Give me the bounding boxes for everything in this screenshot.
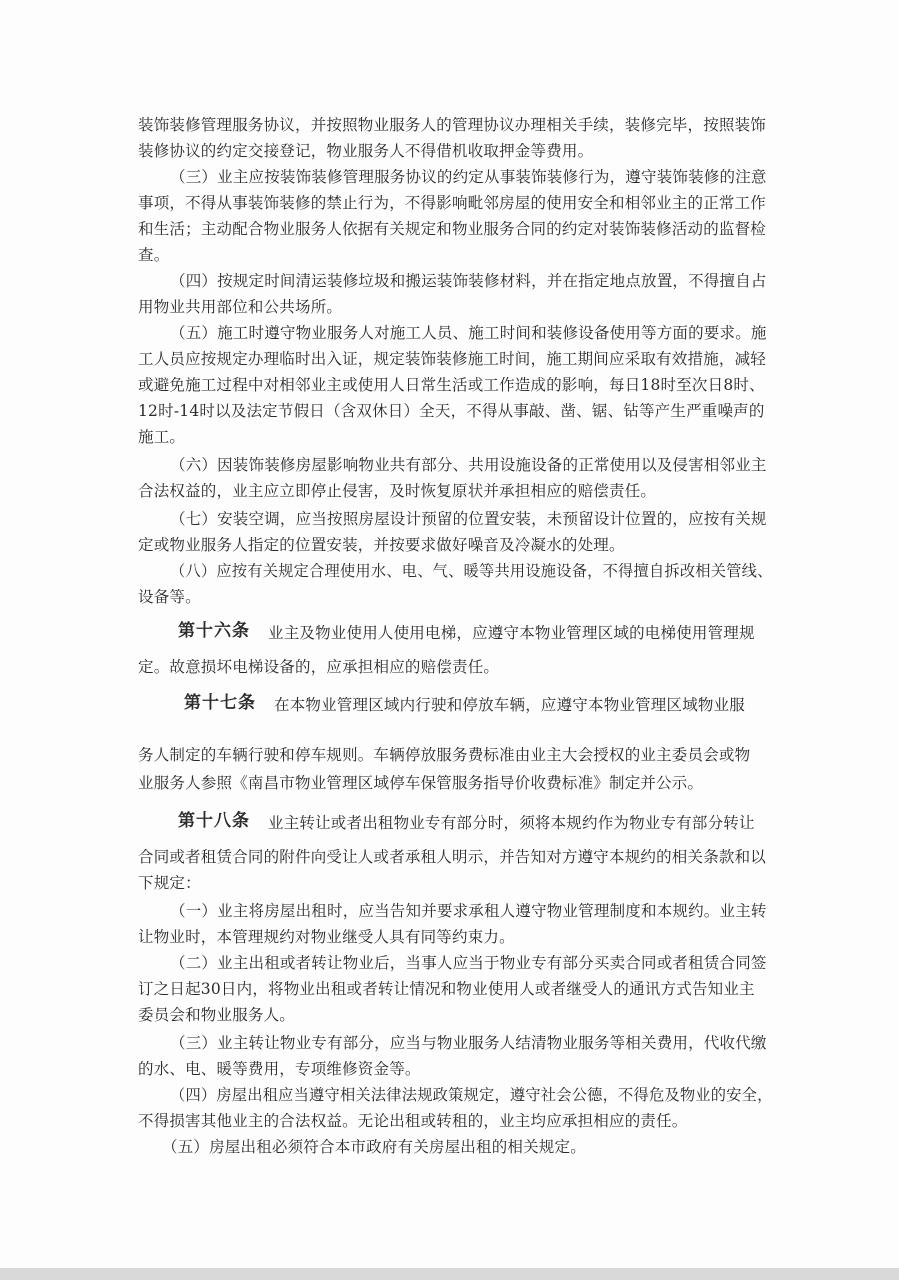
text-line: 事项，不得从事装饰装修的禁止行为，不得影响毗邻房屋的使用安全和相邻业主的正常工作 <box>138 194 767 212</box>
article-17-title: 第十七条 <box>184 693 256 713</box>
text-line: 不得损害其他业主的合法权益。无论出租或转租的，业主均应承担相应的责任。 <box>138 1112 688 1130</box>
text-line: 设备等。 <box>138 588 201 606</box>
text-line: 业服务人参照《南昌市物业管理区域停车保管服务指导价收费标准》制定并公示。 <box>138 774 704 792</box>
text-line: 合同或者租赁合同的附件向受让人或者承租人明示，并告知对方遵守本规约的相关条款和以 <box>138 848 767 866</box>
text-line: （三）业主转让物业专有部分，应当与物业服务人结清物业服务等相关费用，代收代缴 <box>170 1034 767 1052</box>
text-line: （一）业主将房屋出租时，应当告知并要求承租人遵守物业管理制度和本规约。业主转 <box>170 902 767 920</box>
text-line: （七）安装空调，应当按照房屋设计预留的位置安装，未预留设计位置的，应按有关规 <box>170 510 767 528</box>
text-line: 的水、电、暖等费用，专项维修资金等。 <box>138 1060 421 1078</box>
text-line: 定或物业服务人指定的位置安装，并按要求做好噪音及冷凝水的处理。 <box>138 536 625 554</box>
text-line: （三）业主应按装饰装修管理服务协议的约定从事装饰装修行为，遵守装饰装修的注意 <box>170 168 767 186</box>
text-line: 查。 <box>138 246 170 264</box>
text-line: （八）应按有关规定合理使用水、电、气、暖等共用设施设备，不得擅自拆改相关管线、 <box>170 562 773 580</box>
text-line: 在本物业管理区域内行驶和停放车辆，应遵守本物业管理区域物业服 <box>274 696 746 714</box>
text-line: 委员会和物业服务人。 <box>138 1006 296 1024</box>
text-line: （五）房屋出租必须符合本市政府有关房屋出租的相关规定。 <box>162 1138 586 1156</box>
text-line: （四）房屋出租应当遵守相关法律法规政策规定，遵守社会公德，不得危及物业的安全， <box>170 1086 773 1104</box>
text-line: （二）业主出租或者转让物业后，当事人应当于物业专有部分买卖合同或者租赁合同签 <box>170 954 767 972</box>
text-line: 和生活；主动配合物业服务人依据有关规定和物业服务合同的约定对装饰装修活动的监督检 <box>138 220 767 238</box>
text-line: 用物业共用部位和公共场所。 <box>138 298 343 316</box>
text-line: 装饰装修管理服务协议，并按照物业服务人的管理协议办理相关手续，装修完毕，按照装饰 <box>138 116 767 134</box>
text-line: 定。故意损坏电梯设备的，应承担相应的赔偿责任。 <box>138 658 500 676</box>
page-bottom-edge <box>0 1268 899 1280</box>
text-line: 施工。 <box>138 428 186 446</box>
text-line: 合法权益的，业主应立即停止侵害，及时恢复原状并承担相应的赔偿责任。 <box>138 482 657 500</box>
article-18-title: 第十八条 <box>178 811 250 831</box>
text-line: 订之日起30日内，将物业出租或者转让情况和物业使用人或者继受人的通讯方式告知业主 <box>138 980 755 998</box>
text-line: 让物业时，本管理规约对物业继受人具有同等约束力。 <box>138 928 515 946</box>
text-line: 业主及物业使用人使用电梯，应遵守本物业管理区域的电梯使用管理规 <box>268 624 755 642</box>
text-line: 或避免施工过程中对相邻业主或使用人日常生活或工作造成的影响，每日18时至次日8时、 <box>138 376 765 394</box>
text-line: 下规定： <box>138 874 201 892</box>
text-line: （六）因装饰装修房屋影响物业共有部分、共用设施设备的正常使用以及侵害相邻业主 <box>170 456 767 474</box>
text-line: 工人员应按规定办理临时出入证，规定装饰装修施工时间，施工期间应采取有效措施，减轻 <box>138 350 767 368</box>
text-line: 务人制定的车辆行驶和停车规则。车辆停放服务费标准由业主大会授权的业主委员会或物 <box>138 746 751 764</box>
text-line: （五）施工时遵守物业服务人对施工人员、施工时间和装修设备使用等方面的要求。施 <box>170 324 767 342</box>
text-line: 12时-14时以及法定节假日（含双休日）全天，不得从事敲、凿、锯、钻等产生严重噪声的 <box>138 402 765 420</box>
text-line: 业主转让或者出租物业专有部分时，须将本规约作为物业专有部分转让 <box>268 814 755 832</box>
text-line: （四）按规定时间清运装修垃圾和搬运装饰装修材料，并在指定地点放置，不得擅自占 <box>170 272 767 290</box>
text-line: 装修协议的约定交接登记，物业服务人不得借机收取押金等费用。 <box>138 142 594 160</box>
article-16-title: 第十六条 <box>178 621 250 641</box>
